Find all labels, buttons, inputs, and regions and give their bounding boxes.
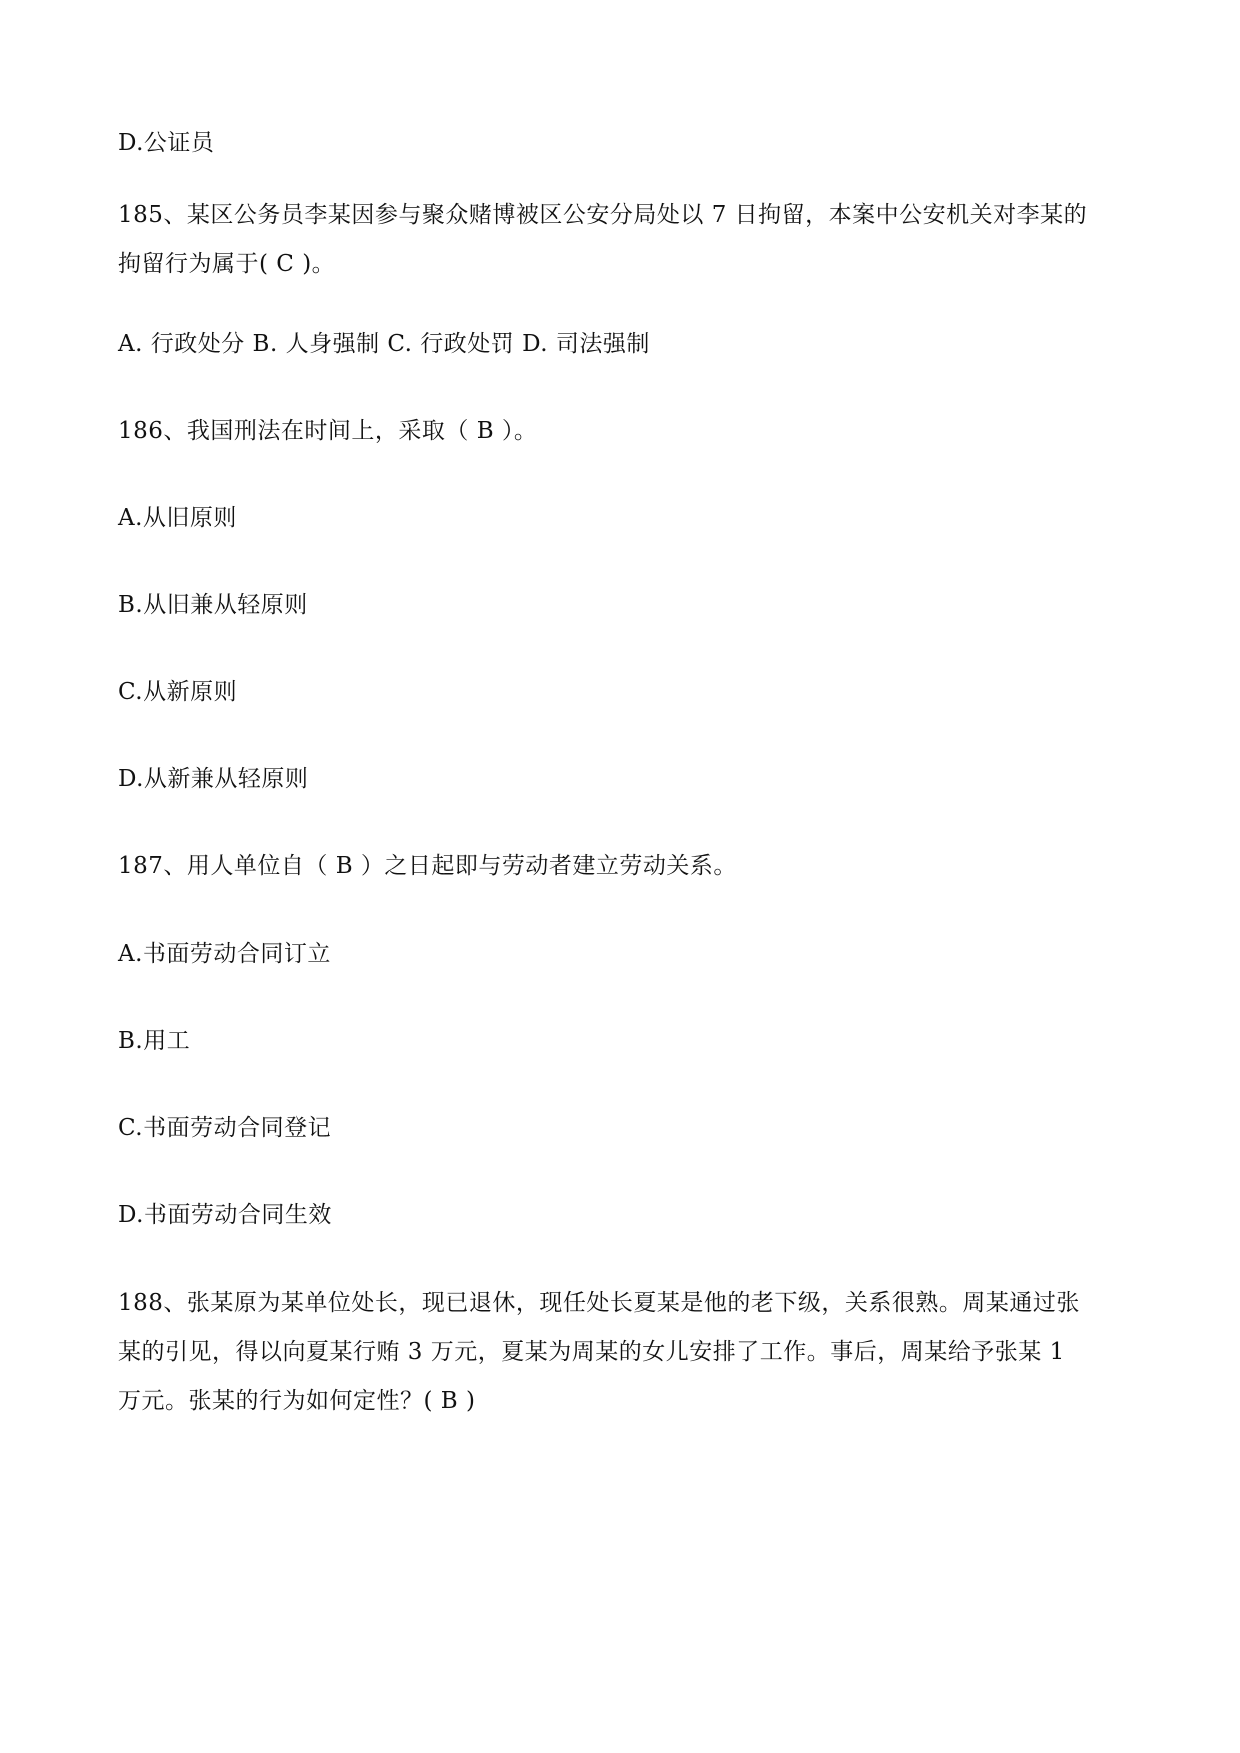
question-185-line-1: 185、某区公务员李某因参与聚众赌博被区公安分局处以 7 日拘留，本案中公安机关对李某的 (118, 202, 1088, 228)
question-185 (118, 191, 1138, 289)
question-187: 187、用人单位自（ B ）之日起即与劳动者建立劳动关系。 (118, 853, 737, 879)
question-186-option-a: A.从旧原则 (118, 505, 237, 531)
question-187-option-a: A.书面劳动合同订立 (118, 941, 331, 967)
question-188-line-3: 万元。张某的行为如何定性？( B ) (118, 1388, 476, 1414)
question-186-option-d: D.从新兼从轻原则 (118, 766, 309, 792)
question-187-option-c: C.书面劳动合同登记 (118, 1115, 332, 1141)
question-188-line-1: 188、张某原为某单位处长，现已退休，现任处长夏某是他的老下级，关系很熟。周某通过张 (118, 1290, 1080, 1316)
question-187-option-b: B.用工 (118, 1028, 191, 1054)
question-187-option-d: D.书面劳动合同生效 (118, 1202, 332, 1228)
question-188-line-2: 某的引见，得以向夏某行贿 3 万元，夏某为周某的女儿安排了工作。事后，周某给予张某 1 (118, 1339, 1065, 1365)
question-188 (118, 1279, 1138, 1426)
question-186-option-c: C.从新原则 (118, 679, 238, 705)
question-186-option-b: B.从旧兼从轻原则 (118, 592, 308, 618)
question-185-options: A. 行政处分 B. 人身强制 C. 行政处罚 D. 司法强制 (118, 331, 650, 357)
option-d-184: D.公证员 (118, 130, 215, 156)
question-185-line-2: 拘留行为属于( C )。 (118, 251, 336, 277)
question-186: 186、我国刑法在时间上，采取（ B ）。 (118, 418, 538, 444)
